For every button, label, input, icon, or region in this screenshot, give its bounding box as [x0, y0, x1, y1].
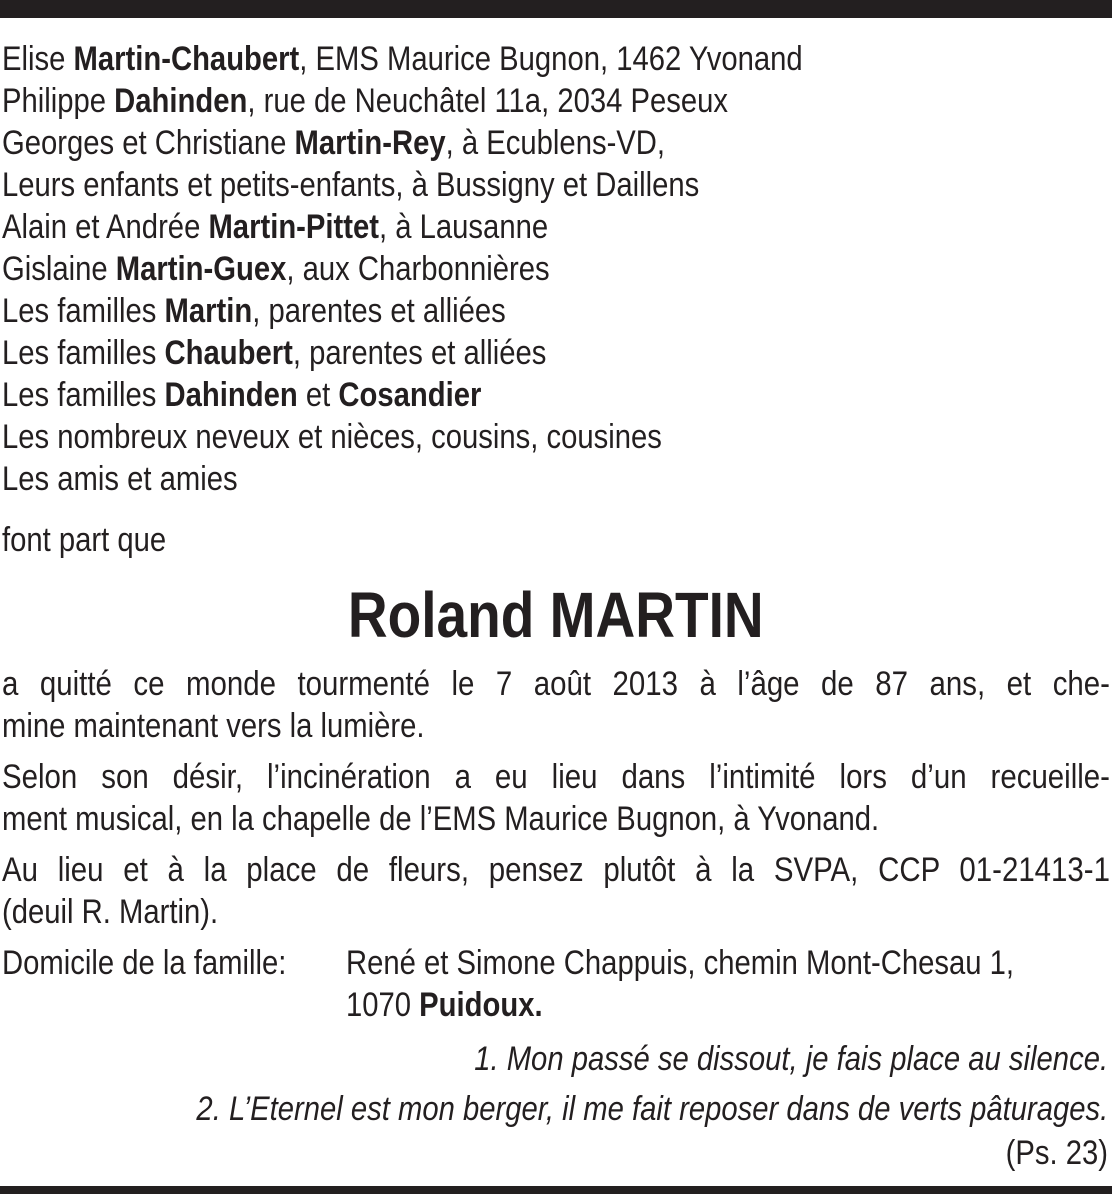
quote-line: 2. L’Eternel est mon berger, il me fait reposer dans de verts pâturages. — [196, 1090, 1108, 1128]
domicile-label: Domicile de la famille: — [2, 944, 287, 982]
domicile-address: René et Simone Chappuis, chemin Mont-Chesau 1, — [346, 944, 1015, 982]
mourner-line: Les nombreux neveux et nièces, cousins, cousines — [2, 418, 662, 456]
paragraph-line: Au lieu et à la place de fleurs, pensez plutôt à la SVPA, CCP 01-21413-1 — [2, 851, 1110, 889]
mourner-line: Les familles Dahinden et Cosandier — [2, 376, 482, 414]
paragraph-line: ment musical, en la chapelle de l’EMS Maurice Bugnon, à Yvonand. — [2, 800, 880, 838]
mourner-line: Les amis et amies — [2, 460, 238, 498]
paragraph-line: mine maintenant vers la lumière. — [2, 707, 425, 745]
psalm-reference: (Ps. 23) — [1005, 1134, 1108, 1172]
paragraph-line: a quitté ce monde tourmenté le 7 août 2013 à l’âge de 87 ans, et che- — [2, 665, 1110, 703]
mourner-line: Alain et Andrée Martin-Pittet, à Lausanne — [2, 208, 549, 246]
mourner-line: Les familles Martin, parentes et alliées — [2, 292, 506, 330]
bottom-rule — [0, 1186, 1112, 1194]
mourner-line: Les familles Chaubert, parentes et alliées — [2, 334, 547, 372]
paragraph-line: (deuil R. Martin). — [2, 893, 219, 931]
mourner-line: Philippe Dahinden, rue de Neuchâtel 11a, 2034 Peseux — [2, 82, 729, 120]
mourner-line: Leurs enfants et petits-enfants, à Bussigny et Daillens — [2, 166, 700, 204]
mourner-line: Georges et Christiane Martin-Rey, à Ecublens-VD, — [2, 124, 666, 162]
quote-line: 1. Mon passé se dissout, je fais place au silence. — [474, 1040, 1108, 1078]
deceased-name: Roland MARTIN — [348, 579, 764, 651]
mourner-line: Elise Martin-Chaubert, EMS Maurice Bugnon, 1462 Yvonand — [2, 40, 803, 78]
announce-text: font part que — [2, 521, 167, 559]
paragraph-line: Selon son désir, l’incinération a eu lieu dans l’intimité lors d’un recueille- — [2, 758, 1110, 796]
domicile-town: 1070 Puidoux. — [346, 986, 543, 1024]
top-rule — [0, 0, 1112, 18]
mourner-line: Gislaine Martin-Guex, aux Charbonnières — [2, 250, 550, 288]
